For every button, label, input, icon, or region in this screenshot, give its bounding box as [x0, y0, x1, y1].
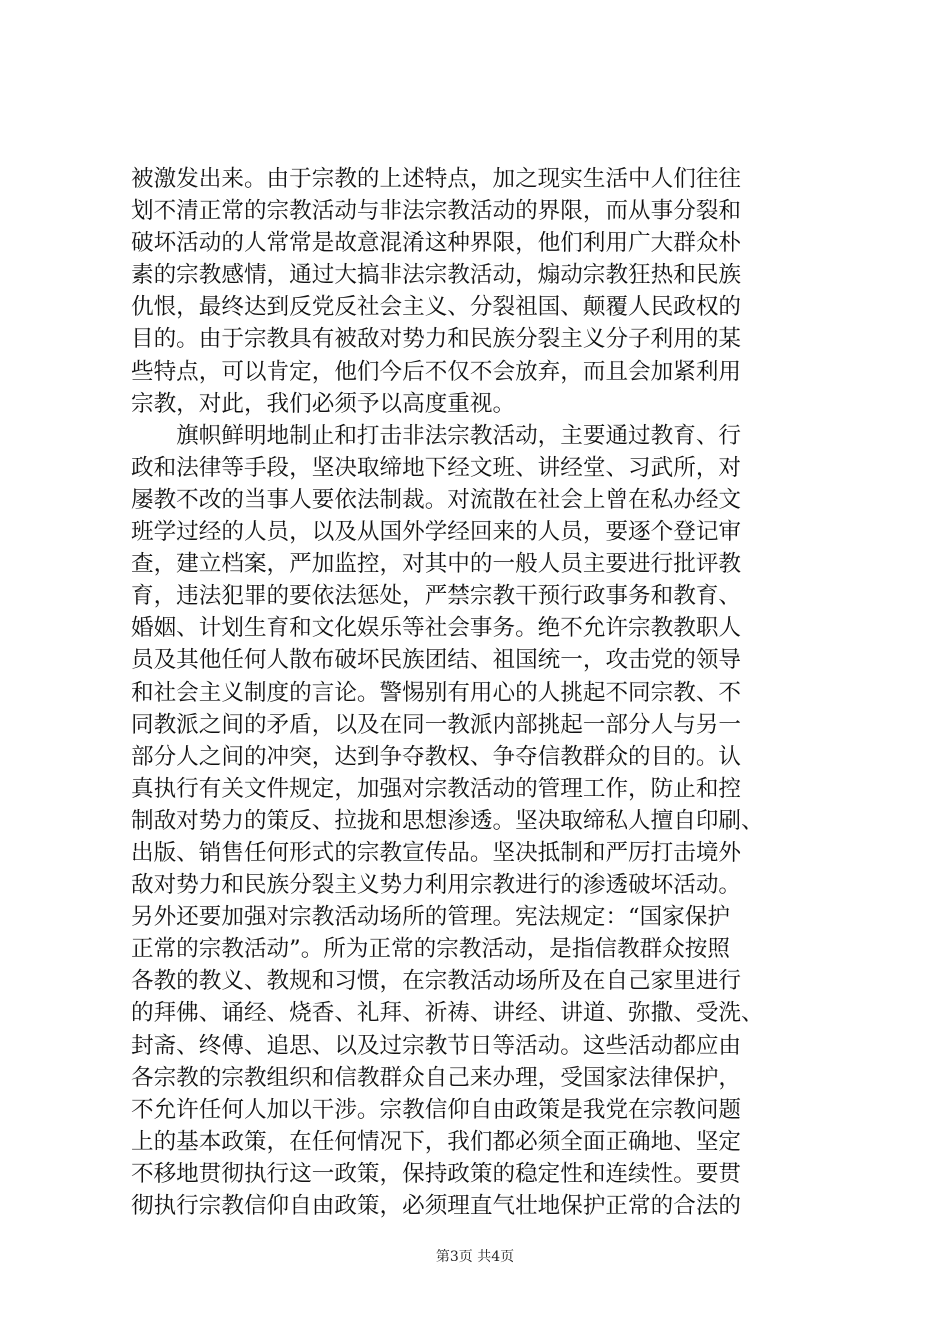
text-line: 不移地贯彻执行这一政策，保持政策的稳定性和连续性。要贯: [131, 1160, 742, 1187]
text-line: 真执行有关文件规定，加强对宗教活动的管理工作，防止和控: [131, 775, 742, 802]
text-line: 屡教不改的当事人要依法制裁。对流散在社会上曾在私办经文: [131, 486, 742, 513]
text-line: 员及其他任何人散布破坏民族团结、祖国统一，攻击党的领导: [131, 647, 742, 674]
text-line: 查，建立档案，严加监控，对其中的一般人员主要进行批评教: [131, 551, 742, 578]
text-line: 宗教，对此，我们必须予以高度重视。: [131, 390, 516, 417]
text-line: 目的。由于宗教具有被敌对势力和民族分裂主义分子利用的某: [131, 326, 742, 353]
text-line: 划不清正常的宗教活动与非法宗教活动的界限，而从事分裂和: [131, 198, 742, 225]
text-line: 仇恨，最终达到反党反社会主义、分裂祖国、颠覆人民政权的: [131, 294, 742, 321]
text-line: 班学过经的人员，以及从国外学经回来的人员，要逐个登记审: [131, 519, 742, 546]
text-line: 政和法律等手段，坚决取缔地下经文班、讲经堂、习武所，对: [131, 454, 742, 481]
text-line: 旗帜鲜明地制止和打击非法宗教活动，主要通过教育、行: [131, 422, 742, 449]
text-line: 敌对势力和民族分裂主义势力利用宗教进行的渗透破坏活动。: [131, 872, 742, 899]
text-line: 彻执行宗教信仰自由政策，必须理直气壮地保护正常的合法的: [131, 1193, 742, 1219]
text-line: 婚姻、计划生育和文化娱乐等社会事务。绝不允许宗教教职人: [131, 615, 742, 642]
text-line: 素的宗教感情，通过大搞非法宗教活动，煽动宗教狂热和民族: [131, 262, 742, 289]
text-line: 同教派之间的矛盾，以及在同一教派内部挑起一部分人与另一: [131, 711, 742, 738]
text-line: 被激发出来。由于宗教的上述特点，加之现实生活中人们往往: [131, 166, 742, 192]
text-line: 封斋、终傅、追思、以及过宗教节日等活动。这些活动都应由: [131, 1032, 742, 1059]
text-line: 育，违法犯罪的要依法惩处，严禁宗教干预行政事务和教育、: [131, 583, 742, 610]
text-line: 制敌对势力的策反、拉拢和思想渗透。坚决取缔私人擅自印刷、: [131, 807, 764, 834]
text-line: 出版、销售任何形式的宗教宣传品。坚决抵制和严厉打击境外: [131, 839, 742, 866]
body-text: [131, 163, 831, 1222]
text-line: 各教的教义、教规和习惯，在宗教活动场所及在自己家里进行: [131, 968, 742, 995]
text-line: 正常的宗教活动”。所为正常的宗教活动，是指信教群众按照: [131, 936, 730, 963]
text-line: 部分人之间的冲突，达到争夺教权、争夺信教群众的目的。认: [131, 743, 742, 770]
text-line: 上的基本政策，在任何情况下，我们都必须全面正确地、坚定: [131, 1128, 742, 1155]
text-line: 不允许任何人加以干涉。宗教信仰自由政策是我党在宗教问题: [131, 1096, 742, 1123]
page-footer: 第3页 共4页: [435, 1249, 515, 1265]
text-line: 破坏活动的人常常是故意混淆这种界限，他们利用广大群众朴: [131, 230, 742, 257]
text-line: 另外还要加强对宗教活动场所的管理。宪法规定：“国家保护: [131, 904, 730, 931]
text-line: 的拜佛、诵经、烧香、礼拜、祈祷、讲经、讲道、弥撒、受洗、: [131, 1000, 764, 1027]
text-line: 些特点，可以肯定，他们今后不仅不会放弃，而且会加紧利用: [131, 358, 742, 385]
text-line: 各宗教的宗教组织和信教群众自己来办理，受国家法律保护，: [131, 1064, 742, 1091]
text-line: 和社会主义制度的言论。警惕别有用心的人挑起不同宗教、不: [131, 679, 742, 706]
